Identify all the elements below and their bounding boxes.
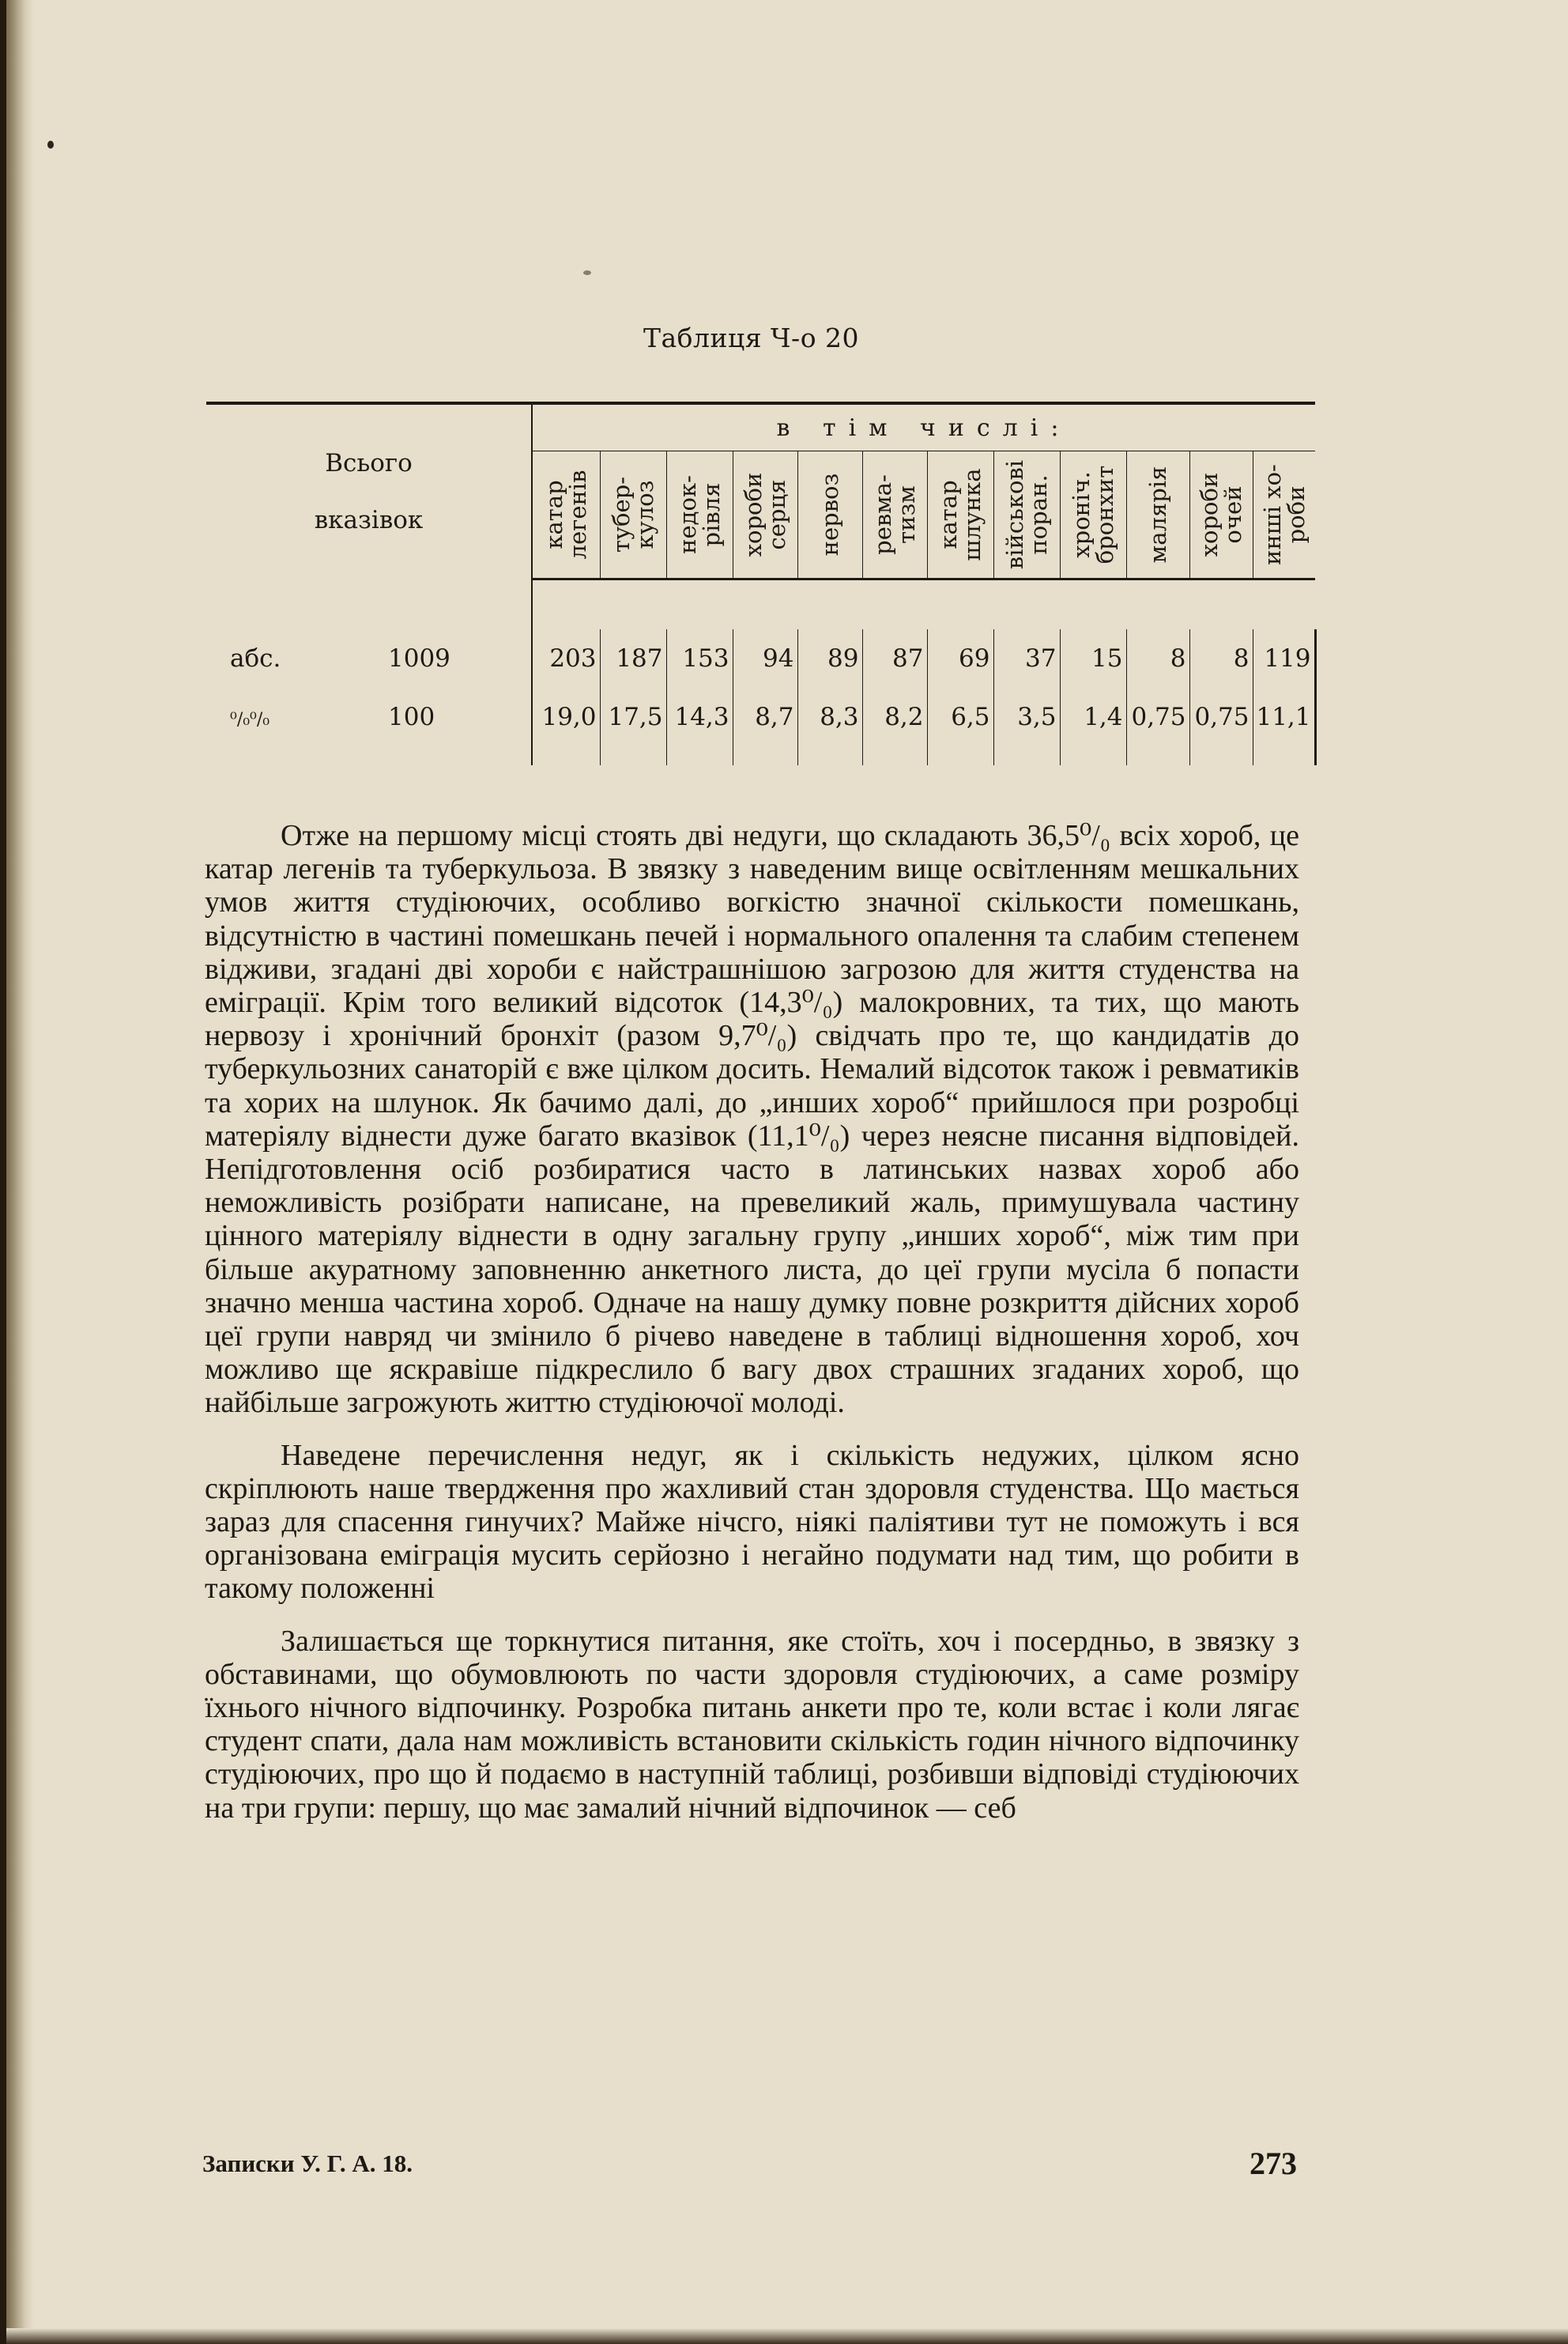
row-label: ⁰/₀⁰/₀ [230, 710, 270, 730]
table-cell: 19,0 [532, 688, 600, 746]
paragraph: Отже на першому місці стоять дві недуги, що складають 36,5⁰/₀ всіх хороб, це катар легенів та туберкульоза. В звязку з наведеним вище освітленням мешкальних умов життя студіюючих, особливо вогкістю значної скількости помешкань, відсутністю в частині помешкань печей і нормального опалення та слабим степенем відживи, згадані дві хороби є найстрашнішою загрозою для життя студенства на еміграції. Крім того великий відсоток (14,3⁰/₀) малокровних, та тих, що мають нервозу і хронічний бронхіт (разом 9,7⁰/₀) свідчать про те, що кандидатів до туберкульозних санаторій є вже цілком досить. Немалий відсоток також і ревматиків та хорих на шлунок. Як бачимо далі, до „инших хороб“ прийшлося при розробці матеріялу віднести дуже багато вказівок (11,1⁰/₀) через неясне писання відповідей. Непідготовлення осіб розбиратися часто в латинських назвах хороб або неможливість розібрати написане, на превеликий жаль, примушувала частину цінного матеріялу віднести в одну загальну групу „инших хороб“, між тим при більше акуратному заповненню анкетного листа, до цеї групи мусіла б попасти значно менша частина хороб. Одначе на нашу думку повне розкриття дійсних хороб цеї групи навряд чи змінило б річево наведене в таблиці відношення хороб, хоч можливо ще яскравіше підкреслило б вагу двох страшних згаданих хороб, що найбільше загрожують життю студіюючої молоді. [205, 819, 1299, 1420]
column-header: хороби серця [733, 451, 797, 579]
table-cell: 94 [733, 629, 797, 688]
table-cell: 1,4 [1060, 688, 1126, 746]
table-cell: 8,7 [733, 688, 797, 746]
total-header [206, 405, 532, 579]
row-total: 1009 [388, 644, 450, 673]
page-number: 273 [1250, 2146, 1297, 2181]
binding-gutter [6, 0, 33, 2344]
total-header-line: вказівок [314, 506, 424, 535]
table-cell: 187 [600, 629, 666, 688]
row-total: 100 [388, 703, 435, 731]
total-header-line: Всього [325, 449, 413, 478]
table-cell: 14,3 [666, 688, 733, 746]
table-cell: 6,5 [927, 688, 993, 746]
table-cell: 15 [1060, 629, 1126, 688]
column-header: катар легенів [532, 451, 600, 579]
column-header: инші хо- роби [1253, 451, 1315, 579]
table-cell: 11,1 [1253, 688, 1315, 746]
row-label-cell [206, 688, 532, 746]
table-cell: 119 [1253, 629, 1315, 688]
scanned-page [6, 0, 1568, 2344]
table-end-row [206, 746, 1315, 765]
table-cell: 8 [1189, 629, 1253, 688]
table-cell: 69 [927, 629, 993, 688]
table-cell: 0,75 [1126, 688, 1189, 746]
table-caption: Таблиця Ч-о 20 [643, 323, 860, 353]
table-cell: 203 [532, 629, 600, 688]
column-header: недок- рівля [666, 451, 733, 579]
table-header-row [206, 405, 1315, 451]
page-bottom-edge [6, 2328, 1568, 2344]
paragraph: Залишається ще торкнутися питання, яке стоїть, хоч і посердньо, в звязку з обставинами, що обумовлюють по части здоровля студіюючих, а саме розміру їхнього нічного відпочинку. Розробка питань анкети про те, коли встає і коли лягає студент спати, дала нам можливість встановити скількість годин нічного відпочинку студіюючих, про що й подаємо в наступній таблиці, розбивши відповіді студіюючих на три групи: першу, що має замалий нічний відпочинок — себ [205, 1624, 1299, 1825]
table-cell: 8,2 [862, 688, 927, 746]
body-text [205, 819, 1299, 1844]
ink-speck [47, 141, 54, 149]
column-header: хроніч. бронхит [1060, 451, 1126, 579]
table-cell: 17,5 [600, 688, 666, 746]
column-header: тубер- кулоз [600, 451, 666, 579]
table-gap-row [206, 579, 1315, 630]
running-footer: Записки У. Г. А. 18. [202, 2150, 413, 2177]
column-header: малярія [1126, 451, 1189, 579]
column-header: військові поран. [993, 451, 1060, 579]
disease-table [206, 402, 1317, 765]
table-cell: 153 [666, 629, 733, 688]
ink-speck [583, 270, 591, 275]
paragraph: Наведене перечислення недуг, як і скількість недужих, цілком ясно скріплюють наше твердження про жахливий стан здоровля студенства. Що мається зараз для спасення гинучих? Майже нічсго, ніякі паліятиви тут не поможуть і вся організована еміграція мусить серйозно і негайно подумати над тим, що робити в такому положенні [205, 1438, 1299, 1606]
column-header: ревма- тизм [862, 451, 927, 579]
table-cell: 87 [862, 629, 927, 688]
group-header: в тім числі: [532, 405, 1315, 451]
table-cell: 37 [993, 629, 1060, 688]
table-cell: 8,3 [797, 688, 862, 746]
column-header: хороби очей [1189, 451, 1253, 579]
table-cell: 89 [797, 629, 862, 688]
column-header: нервоз [797, 451, 862, 579]
column-header: катар шлунка [927, 451, 993, 579]
table-cell: 8 [1126, 629, 1189, 688]
table-cell: 3,5 [993, 688, 1060, 746]
table-cell: 0,75 [1189, 688, 1253, 746]
table-row [206, 629, 1315, 688]
row-label-cell [206, 629, 532, 688]
table-row [206, 688, 1315, 746]
row-label: абс. [230, 644, 281, 673]
